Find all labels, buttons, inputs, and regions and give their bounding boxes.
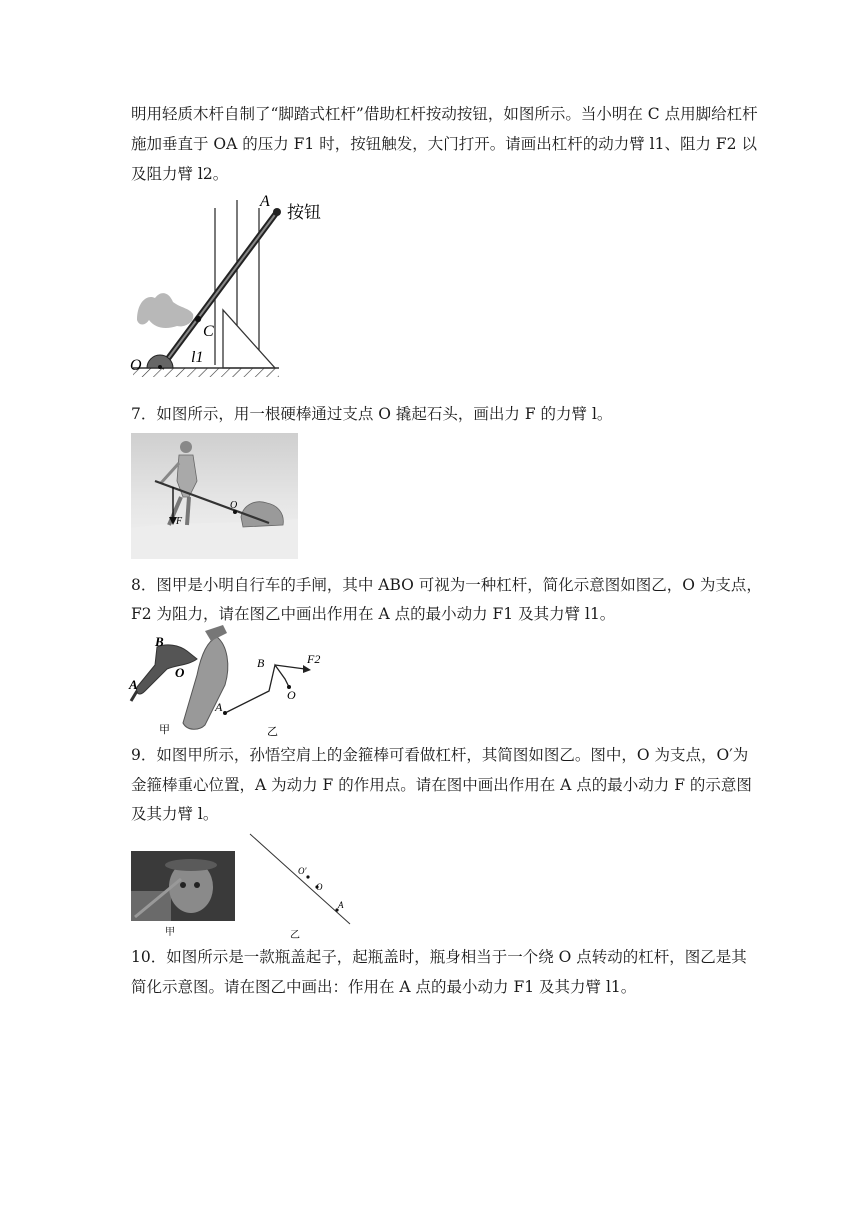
q8-yi-label-b: B — [257, 656, 265, 670]
q6-lever-figure — [125, 190, 340, 395]
q9-line-3: 及其力臂 l。 — [131, 805, 219, 823]
q6-line-2: 施加垂直于 OA 的压力 F1 时，按钮触发，大门打开。请画出杠杆的动力臂 l1、阻力 F2 以 — [131, 135, 757, 153]
q8-line-1: 8．图甲是小明自行车的手闸，其中 ABO 可视为一种杠杆，简化示意图如图乙，O 为支点， — [131, 576, 762, 594]
q8-yi-label-a: A — [215, 700, 223, 714]
q9-label-oprime: O′ — [298, 866, 307, 876]
q6-line-1: 明用轻质木杆自制了“脚踏式杠杆”借助杠杆按动按钮，如图所示。当小明在 C 点用脚给杠杆 — [131, 105, 758, 123]
q6-label-a: A — [260, 193, 270, 210]
q7-text: 7．如图所示，用一根硬棒通过支点 O 撬起石头，画出力 F 的力臂 l。 — [131, 405, 613, 423]
q9-rod-diagram — [246, 832, 358, 942]
q8-yi-caption: 乙 — [267, 725, 278, 737]
q8-jia-caption: 甲 — [159, 723, 170, 736]
q8-line-2: F2 为阻力，请在图乙中画出作用在 A 点的最小动力 F1 及其力臂 l1。 — [131, 605, 616, 623]
q9-line-2: 金箍棒重心位置，A 为动力 F 的作用点。请在图中画出作用在 A 点的最小动力 F 的示意图 — [131, 776, 752, 794]
q10-line-1: 10．如图所示是一款瓶盖起子，起瓶盖时，瓶身相当于一个绕 O 点转动的杠杆，图乙是其 — [131, 948, 747, 966]
q8-lever-diagram — [205, 645, 335, 737]
q7-label-o: O — [230, 500, 238, 511]
q10-line-2: 简化示意图。请在图乙中画出：作用在 A 点的最小动力 F1 及其力臂 l1。 — [131, 978, 637, 996]
q7-label-f: F — [176, 516, 183, 527]
q9-photo — [131, 851, 235, 937]
q9-label-o: O — [316, 882, 323, 892]
q8-jia-label-o: O — [175, 665, 185, 680]
q6-label-o: O — [130, 357, 142, 374]
q8-jia-label-a: A — [129, 677, 138, 692]
q6-line-3: 及阻力臂 l2。 — [131, 165, 229, 183]
q9-label-a: A — [338, 900, 344, 910]
q8-jia-label-b: B — [155, 634, 164, 649]
q9-jia-caption: 甲 — [165, 927, 175, 937]
q7-crowbar-figure — [131, 433, 298, 559]
q9-line-1: 9．如图甲所示，孙悟空肩上的金箍棒可看做杠杆，其简图如图乙。图中，O 为支点，O′为 — [131, 746, 749, 764]
q6-label-button: 按钮 — [287, 203, 321, 223]
q8-yi-label-f2: F2 — [307, 652, 321, 666]
q6-label-c: C — [203, 323, 214, 340]
q6-label-l1: l1 — [191, 349, 204, 366]
q8-yi-label-o: O — [287, 688, 296, 702]
q9-yi-caption: 乙 — [290, 930, 300, 941]
